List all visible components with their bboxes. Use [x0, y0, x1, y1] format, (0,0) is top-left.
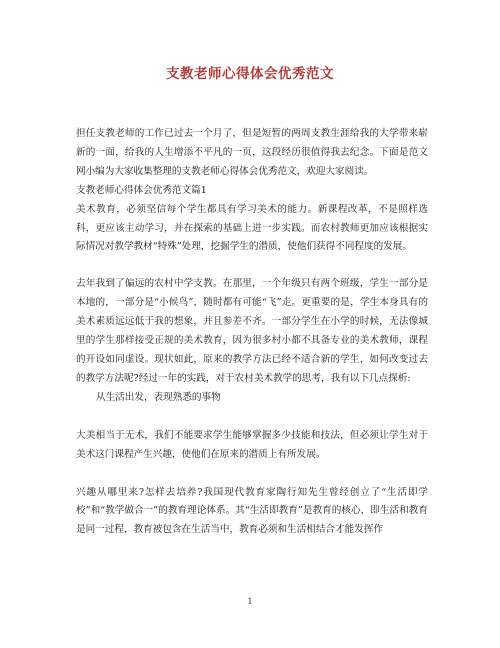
section-heading: 支教老师心得体会优秀范文篇1: [76, 184, 207, 196]
paragraph-2: 去年我到了偏远的农村中学支教。在那里，一个年级只有两个班级，学生一部分是本地的，一部分是“小候鸟”，随时都有可能“飞”走。更重要的是，学生本身具有的美术素质远远低于我的想象，并且参差不齐。一部分学生在小学的时候，无法像城里的学生那样接受正规的美术教育，因为很多村小都不具备专业的美术教师，课程的开设如同虚设。现状如此，原来的教学方法已经不适合新的学生，如何改变过去的教学方法呢?经过一年的实践，对于农村美术教学的思考，我有以下几点探析:: [76, 278, 428, 384]
paragraph-spacer: [76, 408, 428, 427]
document-title: 支教老师心得体会优秀范文: [166, 66, 334, 82]
paragraph-3: 大美相当于无术，我们不能要求学生能够掌握多少技能和技法，但必须让学生对于美术这门课程产生兴趣，使他们在原来的潜质上有所发展。: [76, 429, 428, 460]
subheading: 从生活出发，表现熟悉的事物: [96, 391, 221, 403]
paragraph-spacer: [76, 257, 428, 275]
intro-paragraph: 担任支教老师的工作已过去一个月了，但是短暂的两周支教生涯给我的大学带来崭新的一面，给我的人生增添不平凡的一页，这段经历很值得我去纪念。下面是范文网小编为大家收集整理的支教老师心得体会优秀范文，欢迎大家阅读。: [76, 128, 428, 177]
document-body: [76, 125, 428, 540]
paragraph-4: 兴趣从哪里来?怎样去培养?我国现代教育家陶行知先生曾经创立了“生活即学校”和“教学做合一”的教育理论体系。其“生活即教育”是教育的核心，即生活和教育是同一过程，教育被包含在生活当中，教育必须和生活相结合才能发挥作: [76, 486, 428, 536]
paragraph-spacer: [76, 465, 428, 484]
page-number: 1: [247, 597, 253, 606]
paragraph-1: 美术教育，必须坚信每个学生都具有学习美术的能力。新课程改革，不是照样选科，更应该主动学习，并在探索的基础上进一步实践。而农村教师更加应该根据实际情况对教学教材“特殊”处理，挖掘学生的潜质，使他们获得不同程度的发展。: [76, 203, 428, 253]
